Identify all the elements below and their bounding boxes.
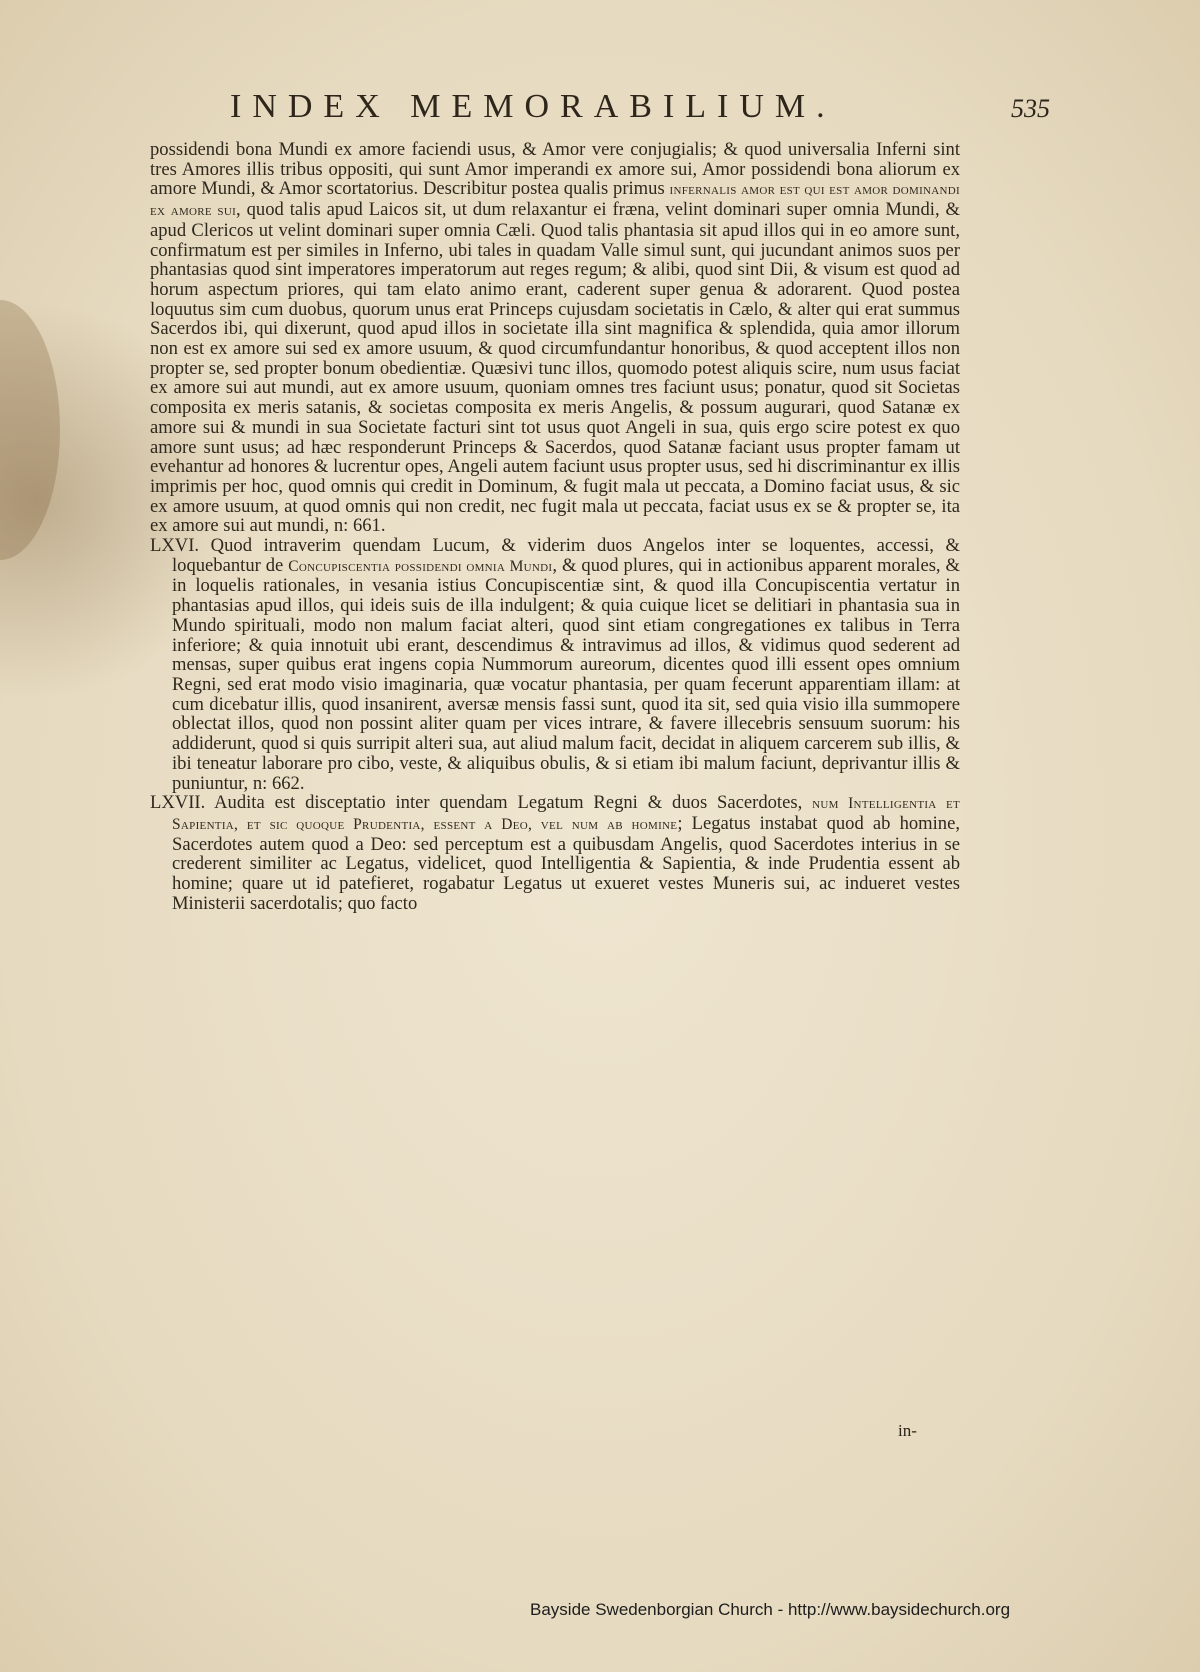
index-text [150, 140, 960, 913]
index-entry-67: LXVII. Audita est disceptatio inter quendam Legatum Regni & duos Sacerdotes, num Intelligentia et Sapientia, et sic quoque Prudentia, essent a Deo, vel num ab homine; Legatus instabat quod ab homine, Sacerdotes autem quod a Deo: sed perceptum est a quibusdam Angelis, quod Sacerdotes interius in se crederent similiter ac Legatus, videlicet, quod Intelligentia & Sapientia, & inde Prudentia essent ab homine; quare ut id patefieret, rogabatur Legatus ut exueret vestes Muneris sui, ac indueret vestes Ministerii sacerdotalis; quo facto [150, 792, 960, 914]
entry-number: LXVI. [150, 535, 200, 557]
index-entry-66: LXVI. Quod intraverim quendam Lucum, & viderim duos Angelos inter se loquentes, accessi, & loquebantur de Concupiscentia possidendi omnia Mundi, & quod plures, qui in actionibus apparent morales, & in loquelis rationales, in vesania istius Concupiscentiæ sint, & quod illa Concupiscentia vertatur in phantasias apud illos, qui ideis suis de illa indulgent; & quia cuique licet se delitiari in phantasia sua in Mundo spirituali, modo non malum faciat alteri, quod sint etiam congregationes ex talibus in Terra inferiore; & quia innotuit ubi erant, descendimus & intravimus ad illos, & vidimus quod sederent ad mensas, super quibus erat ingens copia Nummorum aureorum, dicentes quod illi essent opes omnium Regni, sed erat modo visio imaginaria, quæ vocatur phantasia, per quam fecerunt apparentiam illam: at cum dicebatur illis, quod insanirent, aversæ mensis fassi sunt, quod ita sit, sed quia visio illa summopere oblectat illos, quod non possint aliter quam per vices intrare, & favere illecebris sensuum suorum: his addiderunt, quod si quis surripit alteri sua, aut aliud malum facit, decidat in aliquem carcerem sub illis, & ibi teneatur laborare pro cibo, veste, & aliquibus obulis, & si etiam ibi malum faciunt, deprivantur illis & puniuntur, n: 662. [150, 535, 960, 794]
page-number: 535 [1011, 94, 1050, 123]
small-caps-phrase: Concupiscentia possidendi omnia Mundi [288, 557, 553, 575]
running-head [230, 88, 1050, 128]
entry-number: LXVII. [150, 792, 206, 814]
small-caps-phrase: num Intelligentia et Sapientia, et sic quoque Prudentia, essent a Deo, vel num ab homine [172, 795, 960, 833]
footer-credit: Bayside Swedenborgian Church - http://www.baysidechurch.org [530, 1600, 1011, 1619]
small-caps-phrase: infernalis amor est qui est amor dominandi ex amore sui [150, 181, 960, 220]
page-title: INDEX MEMORABILIUM. [230, 88, 836, 125]
paragraph-continued: possidendi bona Mundi ex amore faciendi usus, & Amor vere conjugialis; & quod universalia Inferni sint tres Amores illis tribus oppositi, qui sunt Amor imperandi ex amore sui, Amor possidendi bona aliorum ex amore Mundi, & Amor scortatorius. Describitur postea qualis primus infernalis amor est qui est amor dominandi ex amore sui, quod talis apud Laicos sit, ut dum relaxantur ei fræna, velint dominari super omnia Mundi, & apud Clericos ut velint dominari super omnia Cæli. Quod talis phantasia sit apud illos qui in eo amore sunt, confirmatum est per similes in Inferno, ubi tales in quadam Valle simul sunt, qui jucundant animos suos per phantasias quod sint imperatores imperatorum aut reges regum; & alibi, quod sint Dii, & visum est quod ad horum aspectum priores, qui tam elato animo erant, caderent super genua & adorarent. Quod postea loquutus sim cum duobus, quorum unus erat Princeps cujusdam societatis in Cælo, & alter qui erat summus Sacerdos ibi, qui dixerunt, quod apud illos in societate illa sint magnifica & splendida, quia amor illorum non est ex amore sui sed ex amore usuum, & quod circumfundantur honoribus, & quod acceptent illos non propter se, sed propter bonum obedientiæ. Quæsivi tunc illos, quomodo potest aliquis scire, num usus faciat ex amore sui aut mundi, aut ex amore usuum, quoniam omnes tres faciunt usus; ponatur, quod sit Societas composita ex meris satanis, & societas composita ex meris Angelis, & possum augurari, quod Satanæ ex amore sui & mundi in sua Societate facturi sint tot usus quot Angeli in sua, quis ergo scire potest ex quo amore sunt usus; ad hæc responderunt Princeps & Sacerdos, quod Satanæ faciant usus propter famam ut evehantur ad honores & lucrentur opes, Angeli autem faciunt usus propter usus, sed hi discriminantur ex illis imprimis per hoc, quod omnis qui credit in Dominum, & fugit mala ut peccata, a Domino faciat usus, & sic ex amore usuum, at quod omnis qui non credit, nec fugit mala ut peccata, faciat usus ex se & propter se, ita ex amore sui aut mundi, n: 661. [150, 139, 960, 537]
catchword: in- [898, 1421, 917, 1440]
edge-stain [0, 300, 60, 560]
